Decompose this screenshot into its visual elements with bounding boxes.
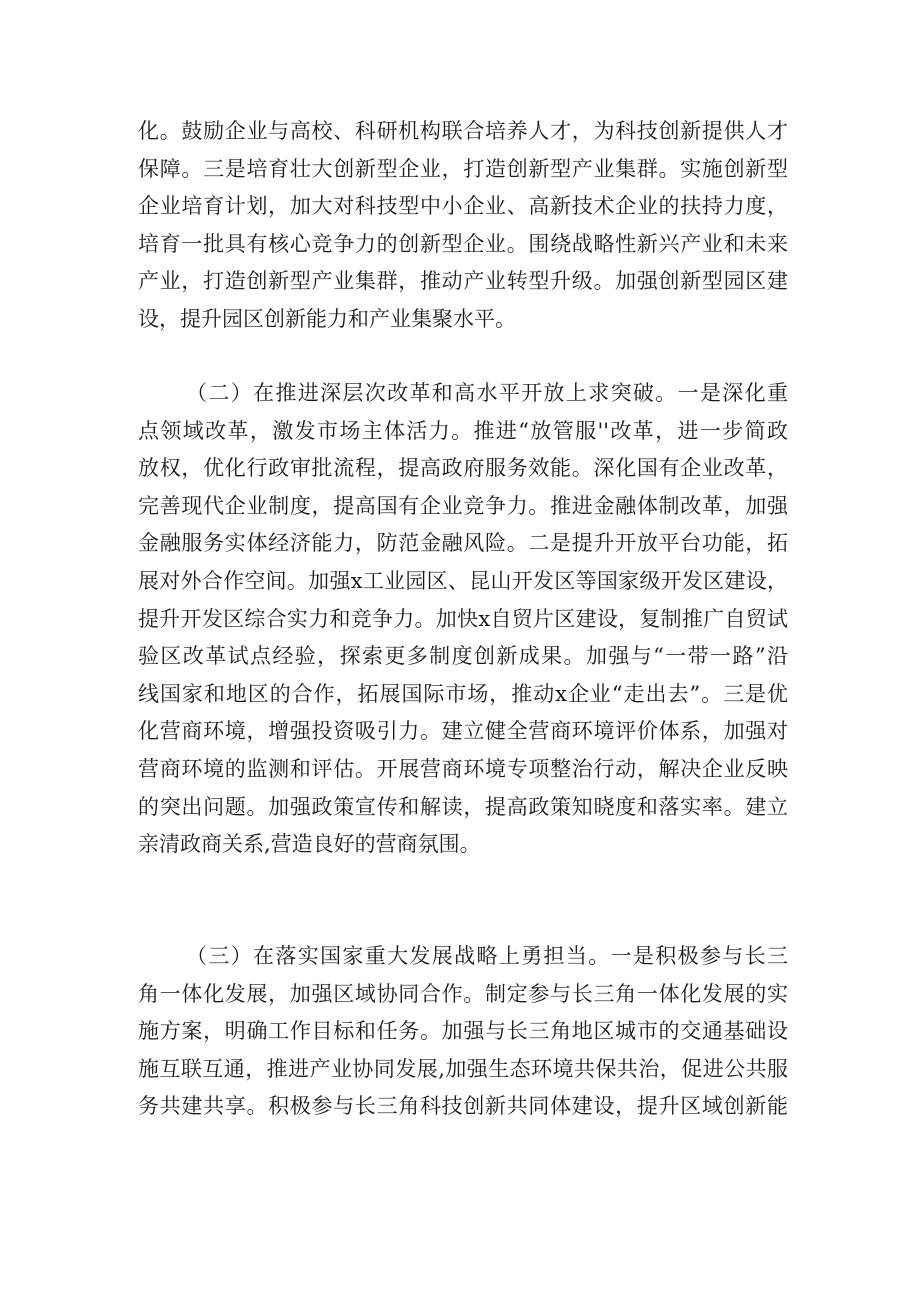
paragraph-line: 保障。三是培育壮大创新型企业，打造创新型产业集群。实施创新型 <box>138 156 788 181</box>
paragraph-line: 化营商环境，增强投资吸引力。建立健全营商环境评价体系，加强对 <box>138 719 788 744</box>
paragraph-line: 化。鼓励企业与高校、科研机构联合培养人才，为科技创新提供人才 <box>138 119 788 143</box>
paragraph-line: 放权，优化行政审批流程，提高政府服务效能。深化国有企业改革， <box>138 456 788 481</box>
paragraph-line: 线国家和地区的合作，拓展国际市场，推动x企业“走出去”。三是优 <box>138 681 788 706</box>
paragraph-line: 培育一批具有核心竞争力的创新型企业。围绕战略性新兴产业和未来 <box>138 231 788 256</box>
paragraph-line: 产业，打造创新型产业集群，推动产业转型升级。加强创新型园区建 <box>138 269 788 294</box>
paragraph-line: 金融服务实体经济能力，防范金融风险。二是提升开放平台功能，拓 <box>138 531 788 556</box>
paragraph-line: 的突出问题。加强政策宣传和解读，提高政策知晓度和落实率。建立 <box>138 794 788 819</box>
paragraph-line: 施互联互通，推进产业协同发展,加强生态环境共保共治，促进公共服 <box>138 1056 788 1081</box>
paragraph-line: 施方案，明确工作目标和任务。加强与长三角地区城市的交通基础设 <box>138 1019 788 1044</box>
paragraph-line-indented: （二）在推进深层次改革和高水平开放上求突破。一是深化重 <box>186 381 788 405</box>
paragraph-line: 亲清政商关系,营造良好的营商氛围。 <box>138 832 481 857</box>
paragraph-line: 企业培育计划，加大对科技型中小企业、高新技术企业的扶持力度， <box>138 194 788 219</box>
paragraph-line: 设，提升园区创新能力和产业集聚水平。 <box>138 306 516 331</box>
paragraph-line: 展对外合作空间。加强x工业园区、昆山开发区等国家级开发区建设， <box>138 568 788 593</box>
paragraph-line: 角一体化发展，加强区域协同合作。制定参与长三角一体化发展的实 <box>138 981 788 1006</box>
paragraph-line: 完善现代企业制度，提高国有企业竞争力。推进金融体制改革，加强 <box>138 493 788 518</box>
paragraph-2 <box>138 375 788 864</box>
paragraph-line: 点领域改革，激发市场主体活力。推进“放管服''改革，进一步简政 <box>138 418 788 443</box>
paragraph-line-indented: （三）在落实国家重大发展战略上勇担当。一是积极参与长三 <box>186 944 788 968</box>
paragraph-line: 验区改革试点经验，探索更多制度创新成果。加强与“一带一路”沿 <box>138 644 788 669</box>
paragraph-line: 提升开发区综合实力和竞争力。加快x自贸片区建设，复制推广自贸试 <box>138 606 788 631</box>
paragraph-line: 营商环境的监测和评估。开展营商环境专项整治行动，解决企业反映 <box>138 756 788 781</box>
paragraph-line: 务共建共享。积极参与长三角科技创新共同体建设，提升区域创新能 <box>138 1094 788 1119</box>
paragraph-3 <box>138 938 788 1126</box>
paragraph-1 <box>138 113 788 339</box>
